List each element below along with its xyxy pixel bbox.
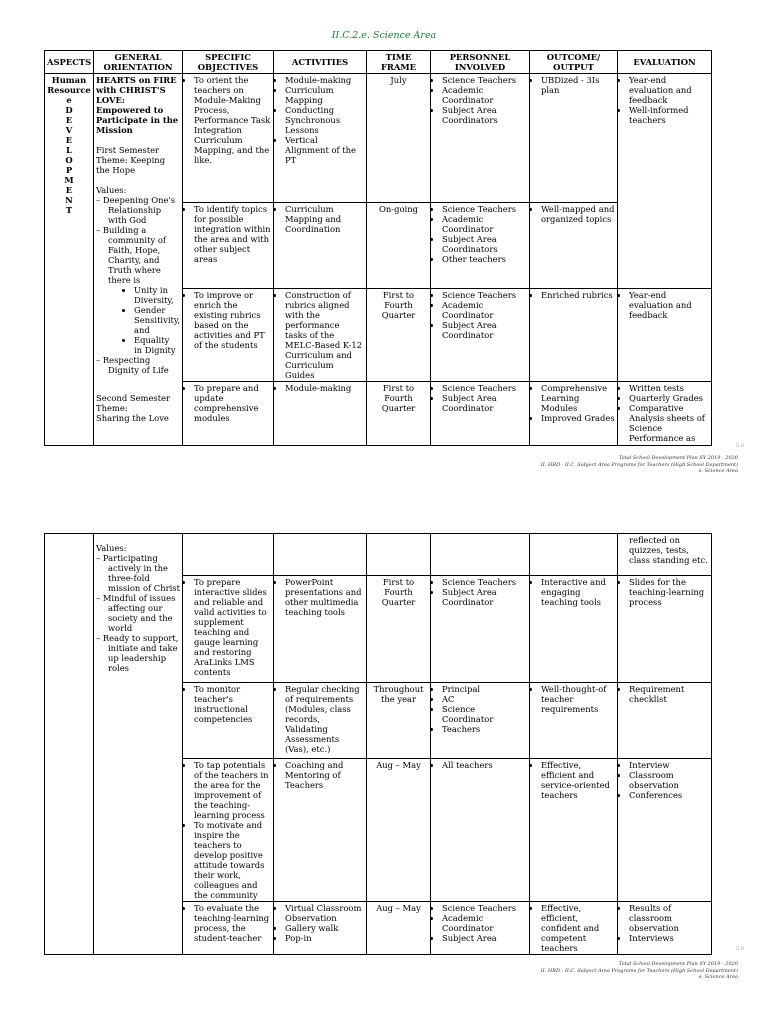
list-item: – Respecting Dignity of Life [96, 355, 169, 375]
header-personnel-involved: PERSONNEL INVOLVED [431, 51, 530, 74]
text: Total School Development Plan SY 2019 - 2020 [618, 961, 738, 967]
list-item: • Subject Area Coordinators [442, 234, 527, 254]
activities-cell [274, 382, 367, 446]
bullet-list [620, 577, 709, 607]
text: E [65, 115, 73, 125]
personnel-cell [431, 683, 530, 759]
list-item: • To monitor teacher's instructional competencies [194, 684, 271, 724]
list-item: • Academic Coordinator [442, 300, 527, 320]
header-general-orientation: GENERAL ORIENTATION [94, 51, 183, 74]
list-item: – Building a community of Faith, Hope, Charity, and Truth where there is • Unity in Diversity, • Gender Sensitivity, and • Equality in Dignity [96, 225, 180, 355]
bullet-list [433, 684, 527, 734]
bullet-list [532, 684, 615, 714]
personnel-cell [431, 289, 530, 382]
general-orientation-cell [94, 74, 183, 446]
evaluation-cell [618, 576, 712, 683]
list-item: • Module-making [285, 383, 364, 393]
header-activities: ACTIVITIES [274, 51, 367, 74]
list-item: • To improve or enrich the existing rubrics based on the activities and PT of the students [194, 290, 271, 350]
bullet-list [276, 383, 364, 393]
text: HEARTS on FIRE with CHRIST'S LOVE: Empowered to Participate in the Mission [96, 75, 179, 135]
outcome-cell [530, 759, 618, 902]
bullet-list [532, 290, 615, 300]
bullet-list [185, 903, 271, 943]
list-item: • Improved Grades [541, 413, 615, 423]
text: L [66, 145, 72, 155]
text: Human [51, 75, 87, 85]
list-item: • Quarterly Grades [629, 393, 709, 403]
list-item: • Comprehensive Learning Modules [541, 383, 615, 413]
list-item: • Gallery walk [285, 923, 364, 933]
bullet-list [433, 577, 527, 607]
aspect-cell [45, 534, 94, 955]
list-item: • UBDized - 3Is plan [541, 75, 615, 95]
list-item: • Subject Area Coordinator [442, 587, 527, 607]
list-item: • Other teachers [442, 254, 527, 264]
list-item: • Pop-in [285, 933, 364, 943]
evaluation-cell [618, 902, 712, 955]
list-item: • To tap potentials of the teachers in the area for the improvement of the teaching-learning process [194, 760, 271, 820]
text: V [65, 125, 73, 135]
table-cell [530, 534, 618, 576]
bullet-list [620, 760, 709, 800]
objective-cell [183, 289, 274, 382]
personnel-cell [431, 759, 530, 902]
list-item: • To prepare and update comprehensive modules [194, 383, 271, 423]
objective-cell [183, 759, 274, 902]
plan-table-page-1 [44, 50, 712, 446]
text: Values: [96, 185, 127, 195]
text: Total School Development Plan SY 2019 - 2020 [618, 455, 738, 461]
evaluation-cell [618, 534, 712, 576]
list-item: • Science Teachers [442, 290, 527, 300]
table-cell [183, 534, 274, 576]
text: II. HRD - II.C. Subject Area Programs for Teachers (High School Department) [540, 967, 738, 974]
text: e. Science Area [698, 974, 738, 980]
list-item: • Year-end evaluation and feedback [629, 290, 709, 320]
list-item: • To motivate and inspire the teachers to develop positive attitude towards their work, colleagues and the community [194, 820, 271, 900]
text: Mindful of issues affecting our society and the world [102, 593, 176, 633]
outcome-cell [530, 683, 618, 759]
list-item: • Subject Area Coordinators [442, 105, 527, 125]
list-item: • All teachers [442, 760, 527, 770]
list-item: • Classroom observation [629, 770, 709, 790]
text: Values: [96, 543, 127, 553]
bullet-list [620, 903, 709, 943]
bullet-list [276, 290, 364, 380]
list-item: • Slides for the teaching-learning process [629, 577, 709, 607]
bullet-list [276, 75, 364, 165]
text: N [65, 195, 73, 205]
text: Ready to support, initiate and take up leadership roles [102, 633, 179, 673]
personnel-cell [431, 576, 530, 683]
list-item: • Gender Sensitivity, and [134, 305, 180, 335]
plan-table-page-2 [44, 533, 712, 955]
header-time-frame: TIME FRAME [367, 51, 431, 74]
page-footer [541, 961, 738, 981]
list-item: • PowerPoint presentations and other multimedia teaching tools [285, 577, 364, 617]
time-frame-cell: First to Fourth Quarter [367, 576, 431, 683]
bullet-list [532, 204, 615, 224]
list-item: – Mindful of issues affecting our society and the world [96, 593, 176, 633]
list-item: • AC [442, 694, 527, 704]
table-row [45, 74, 712, 203]
list-item: – Participating actively in the three-fold mission of Christ [96, 553, 180, 593]
bullet-list [185, 75, 271, 165]
table-cell [431, 534, 530, 576]
bullet-list [433, 903, 527, 943]
list-item: • Interview [629, 760, 709, 770]
bullet-list [620, 75, 709, 125]
text: M [64, 175, 74, 185]
list-item: • Teachers [442, 724, 527, 734]
list-item: • Comparative Analysis sheets of Science Performance as [629, 403, 709, 443]
text: e [66, 95, 72, 105]
list-item: • Year-end evaluation and feedback [629, 75, 709, 105]
bullet-list [185, 760, 271, 900]
list-item: • Academic Coordinator [442, 85, 527, 105]
evaluation-cell [618, 74, 712, 289]
activities-cell [274, 203, 367, 289]
outcome-cell [530, 382, 618, 446]
bullet-list [532, 577, 615, 607]
list-item: • Module-making [285, 75, 364, 85]
page-footer [541, 455, 738, 475]
evaluation-cell [618, 759, 712, 902]
text: Participating actively in the three-fold mission of Christ [102, 553, 180, 593]
text: Deepening One's Relationship with God [102, 195, 176, 225]
bullet-list [185, 290, 271, 350]
list-item: • Conferences [629, 790, 709, 800]
bullet-list [185, 204, 271, 264]
text: Second Semester Theme: [96, 393, 171, 413]
header-outcome-output: OUTCOME/ OUTPUT [530, 51, 618, 74]
list-item: • Subject Area [442, 933, 527, 943]
activities-cell [274, 289, 367, 382]
objective-cell [183, 683, 274, 759]
bullet-list [620, 290, 709, 320]
list-item: • To identify topics for possible integration within the area and with other subject areas [194, 204, 271, 264]
list-item: • Curriculum Mapping and Coordination [285, 204, 364, 234]
bullet-list [620, 684, 709, 704]
bullet-list [276, 760, 364, 790]
list-item: • Interactive and engaging teaching tools [541, 577, 615, 607]
text: reflected on quizzes, tests, class standing etc. [629, 535, 708, 565]
time-frame-cell: First to Fourth Quarter [367, 382, 431, 446]
aspect-cell [45, 74, 94, 446]
bullet-list [532, 760, 615, 800]
text: Building a community of Faith, Hope, Charity, and Truth where there is [102, 225, 166, 285]
list-item: • Science Teachers [442, 75, 527, 85]
evaluation-cell [618, 683, 712, 759]
list-item: • Effective, efficient, confident and competent teachers [541, 903, 615, 953]
bullet-list [185, 684, 271, 724]
text: Sharing the Love [96, 413, 169, 423]
list-item: • Subject Area Coordinator [442, 393, 527, 413]
list-item: • To orient the teachers on Module-Making Process, Performance Task Integration Curriculum Mapping, and the like. [194, 75, 271, 165]
time-frame-cell: On-going [367, 203, 431, 289]
time-frame-cell: First to Fourth Quarter [367, 289, 431, 382]
personnel-cell [431, 74, 530, 203]
list-item: • Results of classroom observation [629, 903, 709, 933]
list-item: – Ready to support, initiate and take up leadership roles [96, 633, 179, 673]
text: E [65, 185, 73, 195]
list-item: • Regular checking of requirements (Modules, class records, Validating Assessments (Vas), etc.) [285, 684, 364, 754]
bullet-list [532, 75, 615, 95]
bullet-list [433, 383, 527, 413]
list-item: • Academic Coordinator [442, 214, 527, 234]
outcome-cell [530, 289, 618, 382]
list-item: – Deepening One's Relationship with God [96, 195, 176, 225]
table-row [45, 534, 712, 576]
list-item: • Well-mapped and organized topics [541, 204, 615, 224]
bullet-list [276, 204, 364, 234]
bullet-list [276, 577, 364, 617]
time-frame-cell: Throughout the year [367, 683, 431, 759]
list-item: • Well-informed teachers [629, 105, 709, 125]
list-item: • Science Teachers [442, 383, 527, 393]
outcome-cell [530, 74, 618, 203]
text: T [65, 205, 73, 215]
bullet-list [532, 383, 615, 423]
outcome-cell [530, 576, 618, 683]
list-item: • Subject Area Coordinator [442, 320, 527, 340]
list-item: • Virtual Classroom Observation [285, 903, 364, 923]
text: O [65, 155, 73, 165]
list-item: • Requirement checklist [629, 684, 709, 704]
bullet-list [185, 383, 271, 423]
page-title: II.C.2.e. Science Area [331, 30, 437, 41]
bullet-list [108, 285, 180, 355]
objective-cell [183, 902, 274, 955]
activities-cell [274, 759, 367, 902]
time-frame-cell: July [367, 74, 431, 203]
list-item: • Effective, efficient and service-oriented teachers [541, 760, 615, 800]
header-evaluation: EVALUATION [618, 51, 712, 74]
objective-cell [183, 576, 274, 683]
activities-cell [274, 683, 367, 759]
list-item: • Written tests [629, 383, 709, 393]
general-orientation-cell [94, 534, 183, 955]
page-number: 5 0 [736, 946, 744, 952]
bullet-list [532, 903, 615, 953]
table-cell [274, 534, 367, 576]
activities-cell [274, 576, 367, 683]
bullet-list [433, 204, 527, 264]
text: Respecting Dignity of Life [102, 355, 169, 375]
list-item: • Unity in Diversity, [134, 285, 180, 305]
list-item: • Science Teachers [442, 577, 527, 587]
personnel-cell [431, 382, 530, 446]
bullet-list [185, 577, 271, 677]
list-item: • Academic Coordinator [442, 913, 527, 933]
list-item: • To prepare interactive slides and reliable and valid activities to supplement teaching and gauge learning and restoring AraLinks LMS contents [194, 577, 271, 677]
text: D [65, 105, 73, 115]
list-item: • Conducting Synchronous Lessons [285, 105, 364, 135]
bullet-list [96, 195, 180, 375]
bullet-list [276, 684, 364, 754]
personnel-cell [431, 902, 530, 955]
list-item: • Curriculum Mapping [285, 85, 364, 105]
objective-cell [183, 74, 274, 203]
list-item: • Science Coordinator [442, 704, 527, 724]
header-aspects: ASPECTS [45, 51, 94, 74]
bullet-list [620, 383, 709, 443]
page-number: 5 0 [736, 443, 744, 449]
bullet-list [276, 903, 364, 943]
list-item: • Principal [442, 684, 527, 694]
text: II. HRD - II.C. Subject Area Programs for Teachers (High School Department) [540, 461, 738, 468]
time-frame-cell: Aug – May [367, 902, 431, 955]
list-item: • Interviews [629, 933, 709, 943]
list-item: • Vertical Alignment of the PT [285, 135, 364, 165]
text: E [65, 135, 73, 145]
time-frame-cell: Aug – May [367, 759, 431, 902]
list-item: • Enriched rubrics [541, 290, 615, 300]
table-cell [367, 534, 431, 576]
evaluation-cell [618, 382, 712, 446]
activities-cell [274, 74, 367, 203]
list-item: • Science Teachers [442, 204, 527, 214]
header-specific-objectives: SPECIFIC OBJECTIVES [183, 51, 274, 74]
list-item: • Construction of rubrics aligned with the performance tasks of the MELC-Based K-12 Curriculum and Curriculum Guides [285, 290, 364, 380]
header-row [45, 51, 712, 74]
list-item: • To evaluate the teaching-learning process, the student-teacher [194, 903, 271, 943]
list-item: • Coaching and Mentoring of Teachers [285, 760, 364, 790]
list-item: • Science Teachers [442, 903, 527, 913]
activities-cell [274, 902, 367, 955]
evaluation-cell [618, 289, 712, 382]
objective-cell [183, 203, 274, 289]
text: P [65, 165, 73, 175]
list-item: • Equality in Dignity [134, 335, 180, 355]
outcome-cell [530, 902, 618, 955]
personnel-cell [431, 203, 530, 289]
list-item: • Well-thought-of teacher requirements [541, 684, 615, 714]
text: e. Science Area [698, 468, 738, 474]
text: First Semester Theme: Keeping the Hope [96, 145, 166, 175]
text: Resource [47, 85, 91, 95]
bullet-list [433, 290, 527, 340]
objective-cell [183, 382, 274, 446]
outcome-cell [530, 203, 618, 289]
bullet-list [433, 760, 527, 770]
bullet-list [96, 553, 180, 673]
bullet-list [433, 75, 527, 125]
